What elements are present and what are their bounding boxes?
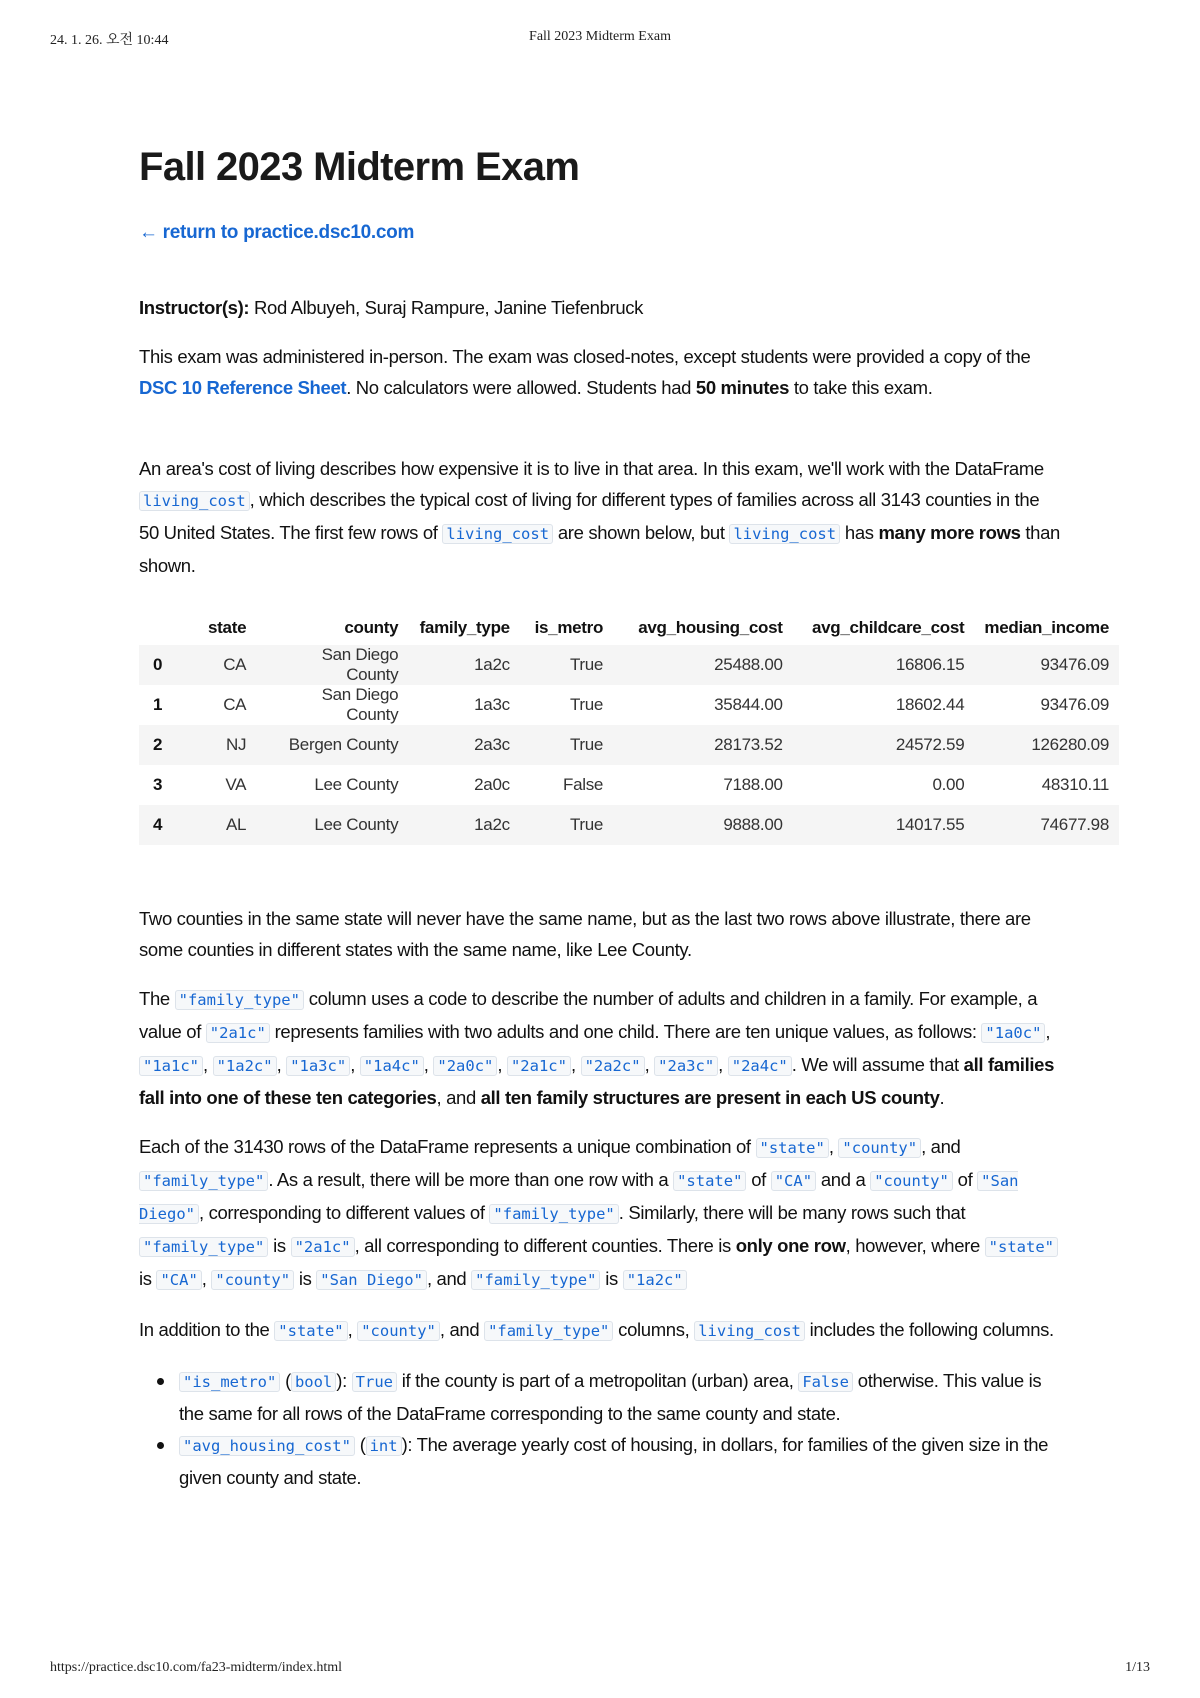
- intro-paragraph: An area's cost of living describes how expensive it is to live in that area. In this exam, we'll work with the DataFrame living_cost , which describes the typical cost of living for different types of families across all 3143 counties in the 50 United States. The first few rows of living_cost are shown below, but living_cost has many more rows than shown.: [139, 458, 1060, 576]
- print-footer: [50, 1660, 1150, 1680]
- header-state: state: [208, 618, 247, 637]
- family-type-paragraph: The "family_type" column uses a code to describe the number of adults and children in a family. For example, a value of "2a1c" represents families with two adults and one child. There are ten unique values, as follows: "1a0c" , "1a1c" , "1a2c" , "1a3c" , "1a4c" , "2a0c" , "2a1c" , "2a2c" , "2a3c" , "2a4c" . We will assume that all families fall into one of these ten categories, and all ten family structures are present in each US county.: [139, 988, 1055, 1108]
- code-living-cost: living_cost: [442, 524, 553, 544]
- print-datetime: 24. 1. 26. 오전 10:44: [50, 33, 169, 48]
- table-row: 2 NJ Bergen County 2a3c True 28173.52 24572.59 126280.09: [139, 725, 1119, 765]
- counties-note: Two counties in the same state will never have the same name, but as the last two rows above illustrate, there are some counties in different states with the same name, like Lee County.: [139, 908, 1031, 960]
- bullet-icon: [157, 1442, 164, 1449]
- living-cost-table: [139, 611, 1119, 845]
- code-living-cost: living_cost: [139, 491, 250, 511]
- print-page-title: Fall 2023 Midterm Exam: [529, 29, 671, 44]
- rows-paragraph: Each of the 31430 rows of the DataFrame represents a unique combination of "state" , "county" , and "family_type" . As a result, there will be more than one row with a "state" of "CA" and a "county" of "San Diego" , corresponding to different values of "family_type" . Similarly, there will be many rows such that "family_type" is "2a1c" , all corresponding to different counties. There is only one row, however, where "state" is "CA" , "county" is "San Diego" , and "family_type" is "1a2c": [139, 1131, 1061, 1296]
- header-county: county: [344, 618, 399, 637]
- list-item: "avg_housing_cost" ( int ): The average yearly cost of housing, in dollars, for families of the given size in the given county and state.: [139, 1429, 1061, 1493]
- dataframe-preview: [139, 611, 1109, 845]
- page-content: [139, 138, 1109, 1493]
- table-row: 1 CA San Diego County 1a3c True 35844.00 18602.44 93476.09: [153, 685, 1109, 724]
- table-row: 0 CA San Diego County 1a2c True 25488.00 16806.15 93476.09: [139, 645, 1119, 685]
- header-avg-childcare-cost: avg_childcare_cost: [811, 618, 965, 637]
- list-item: "is_metro" ( bool ): True if the county is part of a metropolitan (urban) area, False otherwise. This value is the same for all rows of the DataFrame corresponding to the same county and state.: [139, 1365, 1061, 1429]
- print-url: https://practice.dsc10.com/fa23-midterm/index.html: [50, 1660, 342, 1675]
- exam-admin-info: This exam was administered in-person. The exam was closed-notes, except students were provided a copy of the DSC 10 Reference Sheet. No calculators were allowed. Students had 50 minutes to take this exam.: [139, 346, 1031, 398]
- header-family-type: family_type: [419, 618, 510, 637]
- instructors-names: Rod Albuyeh, Suraj Rampure, Janine Tiefenbruck: [249, 297, 644, 318]
- columns-list: [139, 1365, 1061, 1493]
- table-row: 4 AL Lee County 1a2c True 9888.00 14017.55 74677.98: [139, 805, 1119, 845]
- addition-paragraph: In addition to the "state" , "county" , and "family_type" columns, living_cost includes the following columns.: [139, 1319, 1054, 1340]
- code-living-cost: living_cost: [729, 524, 840, 544]
- table-row: 3 VA Lee County 2a0c False 7188.00 0.00 48310.11: [153, 775, 1109, 794]
- instructors-label: Instructor(s):: [139, 297, 250, 318]
- header-median-income: median_income: [984, 618, 1109, 637]
- table-header-row: [139, 611, 1119, 645]
- header-index: [139, 611, 186, 645]
- header-is-metro: is_metro: [534, 618, 604, 637]
- back-link[interactable]: ← return to practice.dsc10.com: [139, 222, 415, 243]
- print-page-number: 1/13: [1125, 1660, 1150, 1675]
- header-avg-housing-cost: avg_housing_cost: [638, 618, 783, 637]
- page-title: Fall 2023 Midterm Exam: [139, 145, 580, 189]
- reference-sheet-link[interactable]: DSC 10 Reference Sheet: [139, 377, 347, 398]
- print-header: [50, 29, 1150, 49]
- instructors: [139, 292, 1061, 323]
- bullet-icon: [157, 1378, 164, 1385]
